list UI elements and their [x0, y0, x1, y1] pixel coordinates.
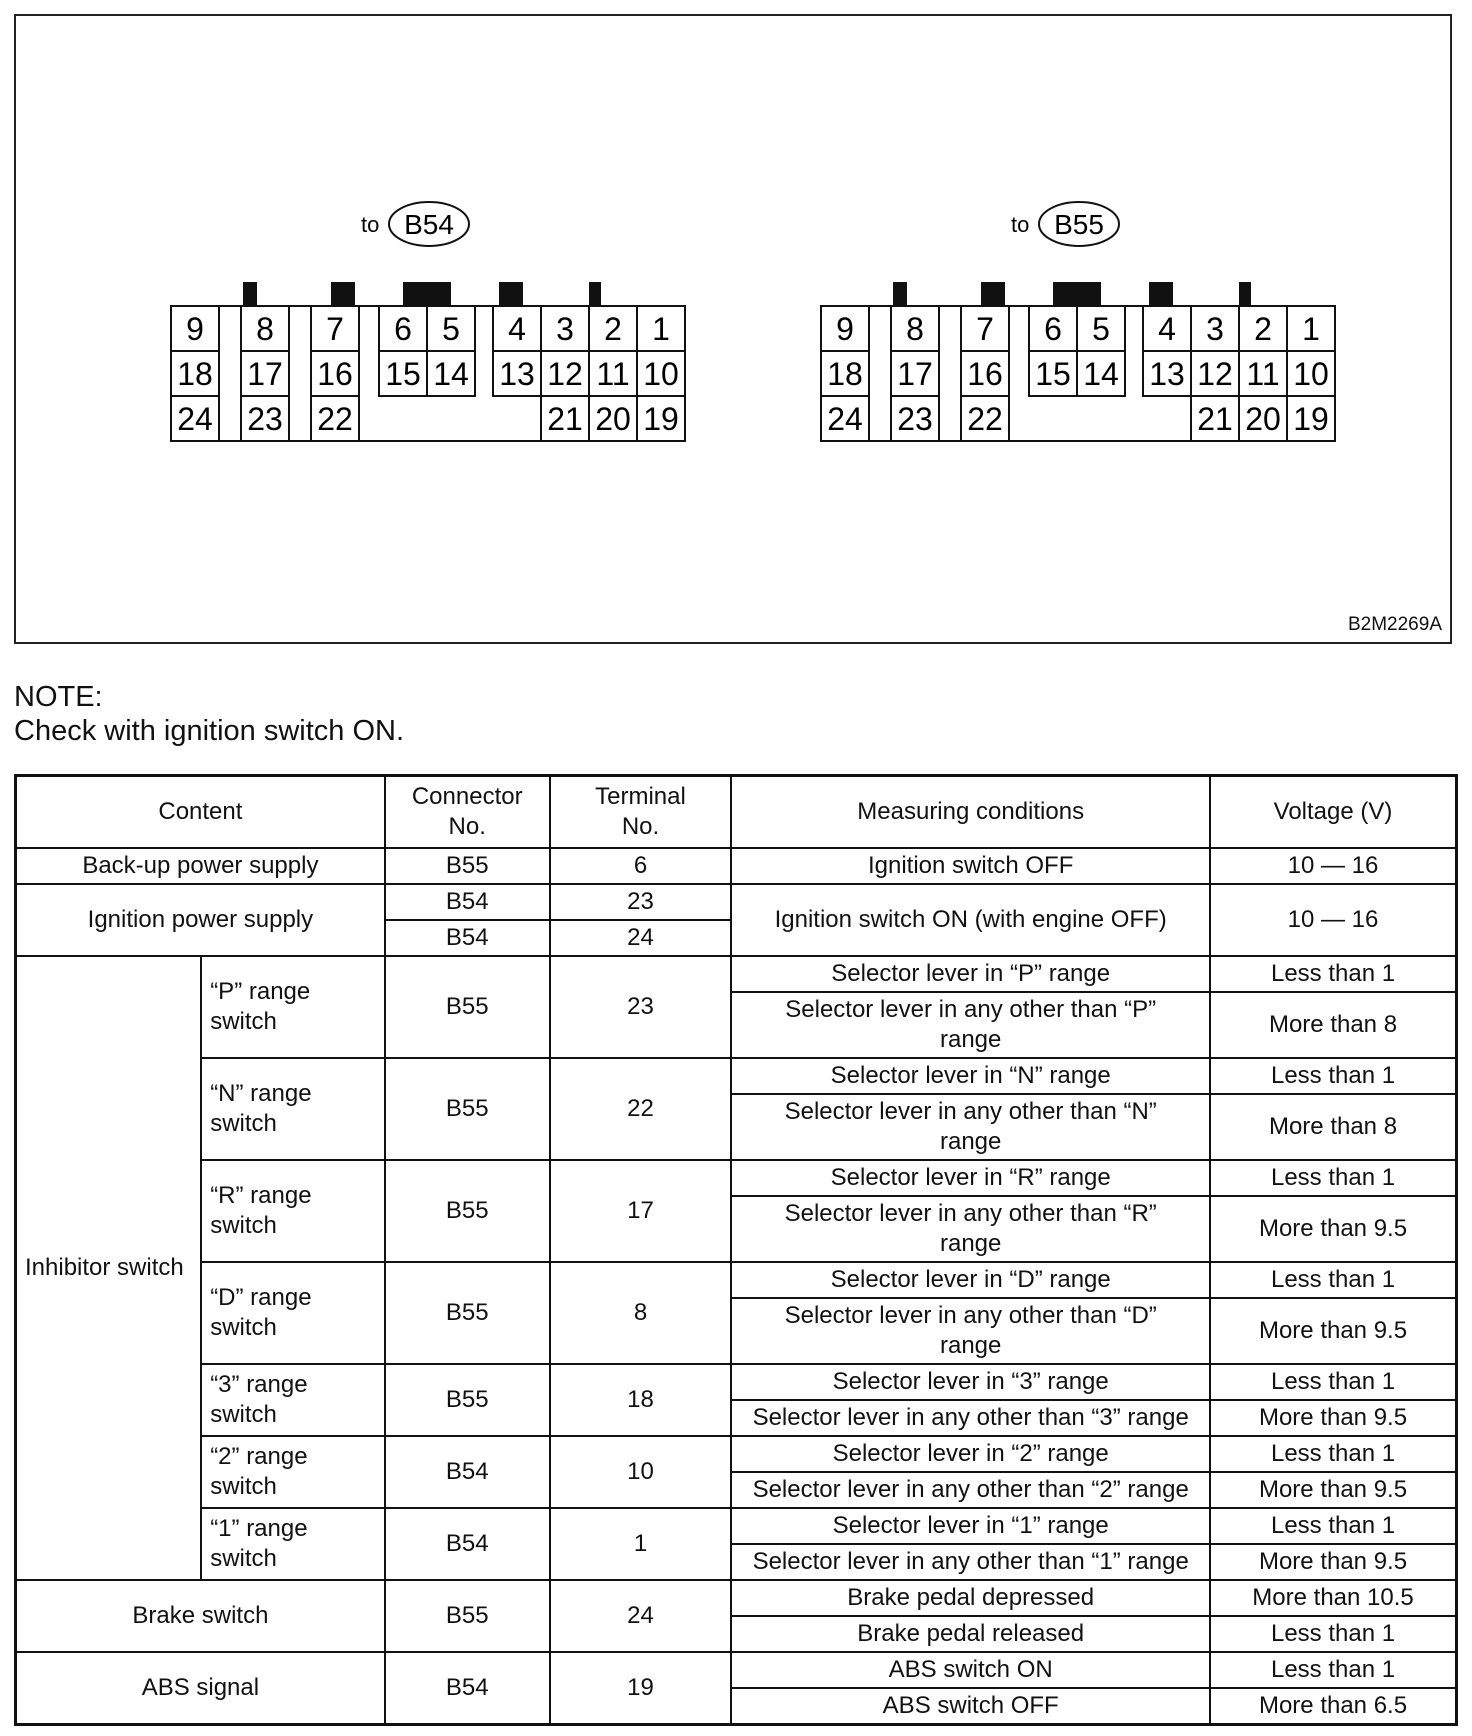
terminal-number: 19 [643, 401, 679, 437]
terminal-number: 22 [317, 401, 353, 437]
condition-cell: Selector lever in any other than “2” range [731, 1472, 1210, 1508]
voltage-cell: Less than 1 [1210, 1262, 1456, 1298]
condition-cell: Selector lever in “D” range [731, 1262, 1210, 1298]
content-cell: Ignition power supply [16, 884, 385, 956]
connector-cell: B55 [385, 1580, 550, 1652]
terminal-number: 22 [967, 401, 1003, 437]
connector-diagram-svg [16, 16, 1450, 642]
header-conditions: Measuring conditions [731, 776, 1210, 849]
condition-cell: Selector lever in “N” range [731, 1058, 1210, 1094]
terminal-number: 14 [433, 356, 469, 392]
terminal-number: 24 [827, 401, 863, 437]
locking-tab [981, 282, 1005, 306]
locking-tab [1053, 282, 1101, 306]
terminal-number: 21 [1197, 401, 1233, 437]
table-row [16, 956, 1457, 992]
connector-cell: B54 [385, 1508, 550, 1580]
condition-cell: Selector lever in “3” range [731, 1364, 1210, 1400]
terminal-cell: 19 [550, 1652, 732, 1725]
terminal-number: 2 [1254, 311, 1272, 347]
connector-name: B55 [1054, 209, 1104, 240]
header-voltage: Voltage (V) [1210, 776, 1456, 849]
table-row [16, 884, 1457, 920]
terminal-number: 7 [976, 311, 994, 347]
connector-b54 [171, 202, 685, 441]
terminal-number: 21 [547, 401, 583, 437]
voltage-cell: Less than 1 [1210, 1160, 1456, 1196]
terminal-number: 1 [652, 311, 670, 347]
terminal-number: 5 [1092, 311, 1110, 347]
connector-cell: B55 [385, 956, 550, 1058]
locking-tab [331, 282, 355, 306]
range-switch-label: “2” range switch [201, 1436, 385, 1508]
condition-cell: Selector lever in “R” range [731, 1160, 1210, 1196]
connector-diagram [14, 14, 1452, 644]
table-row [16, 1436, 1457, 1472]
connector-name: B54 [404, 209, 454, 240]
terminal-number: 23 [897, 401, 933, 437]
voltage-cell: More than 8 [1210, 1094, 1456, 1160]
terminal-number: 15 [385, 356, 421, 392]
terminal-number: 19 [1293, 401, 1329, 437]
header-content: Content [16, 776, 385, 849]
terminal-number: 13 [499, 356, 535, 392]
voltage-cell: More than 6.5 [1210, 1688, 1456, 1725]
condition-cell: ABS switch ON [731, 1652, 1210, 1688]
header-terminal: Terminal No. [550, 776, 732, 849]
range-switch-label: “R” range switch [201, 1160, 385, 1262]
locking-tab [499, 282, 523, 306]
locking-tab [403, 282, 451, 306]
condition-cell: Selector lever in “2” range [731, 1436, 1210, 1472]
terminal-number: 1 [1302, 311, 1320, 347]
voltage-cell: More than 9.5 [1210, 1544, 1456, 1580]
condition-cell: Selector lever in any other than “D” range [731, 1298, 1210, 1364]
range-switch-label: “1” range switch [201, 1508, 385, 1580]
table-row [16, 1508, 1457, 1544]
condition-cell: Selector lever in any other than “N” range [731, 1094, 1210, 1160]
range-switch-label: “D” range switch [201, 1262, 385, 1364]
condition-cell: Ignition switch OFF [731, 848, 1210, 884]
terminal-cell: 24 [550, 1580, 732, 1652]
terminal-number: 8 [906, 311, 924, 347]
terminal-number: 16 [967, 356, 1003, 392]
terminal-number: 18 [177, 356, 213, 392]
condition-cell: Selector lever in any other than “3” range [731, 1400, 1210, 1436]
content-cell: Back-up power supply [16, 848, 385, 884]
condition-cell: Brake pedal depressed [731, 1580, 1210, 1616]
terminal-number: 11 [596, 356, 630, 392]
connector-cell: B54 [385, 1652, 550, 1725]
terminal-number: 3 [556, 311, 574, 347]
voltage-cell: More than 9.5 [1210, 1298, 1456, 1364]
content-cell: ABS signal [16, 1652, 385, 1725]
connector-cell: B54 [385, 1436, 550, 1508]
header-connector: Connector No. [385, 776, 550, 849]
terminal-number: 20 [595, 401, 631, 437]
connector-cell: B55 [385, 1160, 550, 1262]
terminal-number: 20 [1245, 401, 1281, 437]
condition-cell: Selector lever in “P” range [731, 956, 1210, 992]
voltage-cell: More than 10.5 [1210, 1580, 1456, 1616]
terminal-number: 6 [394, 311, 412, 347]
terminal-number: 4 [1158, 311, 1176, 347]
terminal-number: 14 [1083, 356, 1119, 392]
condition-cell: Selector lever in “1” range [731, 1508, 1210, 1544]
locking-tab [589, 282, 601, 306]
note-title: NOTE: [14, 681, 103, 713]
terminal-cell: 24 [550, 920, 732, 956]
terminal-number: 23 [247, 401, 283, 437]
connector-cell: B55 [385, 1058, 550, 1160]
terminal-cell: 6 [550, 848, 732, 884]
range-switch-label: “P” range switch [201, 956, 385, 1058]
terminal-cell: 10 [550, 1436, 732, 1508]
table-row [16, 1058, 1457, 1094]
terminal-number: 17 [247, 356, 283, 392]
terminal-number: 11 [1246, 356, 1280, 392]
terminal-number: 17 [897, 356, 933, 392]
terminal-cell: 1 [550, 1508, 732, 1580]
range-switch-label: “N” range switch [201, 1058, 385, 1160]
voltage-cell: Less than 1 [1210, 1652, 1456, 1688]
range-switch-label: “3” range switch [201, 1364, 385, 1436]
terminal-cell: 23 [550, 956, 732, 1058]
locking-tab [893, 282, 907, 306]
terminal-number: 6 [1044, 311, 1062, 347]
voltage-cell: Less than 1 [1210, 1436, 1456, 1472]
voltage-cell: Less than 1 [1210, 956, 1456, 992]
table-row [16, 1652, 1457, 1688]
table-row [16, 1580, 1457, 1616]
terminal-number: 2 [604, 311, 622, 347]
voltage-cell: Less than 1 [1210, 1616, 1456, 1652]
connector-prefix: to [361, 212, 380, 237]
locking-tab [1149, 282, 1173, 306]
voltage-cell: More than 9.5 [1210, 1400, 1456, 1436]
terminal-number: 7 [326, 311, 344, 347]
condition-cell: Selector lever in any other than “R” range [731, 1196, 1210, 1262]
connector-cell: B55 [385, 1364, 550, 1436]
terminal-number: 10 [643, 356, 679, 392]
terminal-number: 10 [1293, 356, 1329, 392]
terminal-cell: 17 [550, 1160, 732, 1262]
connector-cell: B55 [385, 848, 550, 884]
condition-cell: Ignition switch ON (with engine OFF) [731, 884, 1210, 956]
terminal-number: 3 [1206, 311, 1224, 347]
figure-code: B2M2269A [1347, 614, 1442, 635]
note-text: Check with ignition switch ON. [14, 715, 405, 747]
voltage-cell: 10 — 16 [1210, 848, 1456, 884]
connector-cell: B55 [385, 1262, 550, 1364]
voltage-cell: 10 — 16 [1210, 884, 1456, 956]
note [14, 680, 404, 748]
connector-prefix: to [1011, 212, 1030, 237]
table-row [16, 1160, 1457, 1196]
inhibitor-switch-label: Inhibitor switch [16, 956, 202, 1580]
spec-table [14, 774, 1458, 1726]
terminal-number: 9 [836, 311, 854, 347]
table-row [16, 1364, 1457, 1400]
connector-cell: B54 [385, 920, 550, 956]
terminal-number: 24 [177, 401, 213, 437]
terminal-cell: 18 [550, 1364, 732, 1436]
table-header-row [16, 776, 1457, 849]
locking-tab [243, 282, 257, 306]
content-cell: Brake switch [16, 1580, 385, 1652]
voltage-cell: Less than 1 [1210, 1364, 1456, 1400]
condition-cell: Selector lever in any other than “P” range [731, 992, 1210, 1058]
voltage-cell: More than 9.5 [1210, 1196, 1456, 1262]
terminal-number: 12 [1197, 356, 1233, 392]
voltage-cell: More than 8 [1210, 992, 1456, 1058]
locking-tab [1239, 282, 1251, 306]
terminal-number: 18 [827, 356, 863, 392]
condition-cell: ABS switch OFF [731, 1688, 1210, 1725]
terminal-number: 15 [1035, 356, 1071, 392]
condition-cell: Selector lever in any other than “1” range [731, 1544, 1210, 1580]
terminal-number: 12 [547, 356, 583, 392]
terminal-number: 16 [317, 356, 353, 392]
table-row [16, 848, 1457, 884]
table-row [16, 1262, 1457, 1298]
voltage-cell: More than 9.5 [1210, 1472, 1456, 1508]
terminal-cell: 23 [550, 884, 732, 920]
terminal-number: 5 [442, 311, 460, 347]
condition-cell: Brake pedal released [731, 1616, 1210, 1652]
terminal-number: 9 [186, 311, 204, 347]
terminal-number: 13 [1149, 356, 1185, 392]
terminal-number: 8 [256, 311, 274, 347]
voltage-cell: Less than 1 [1210, 1508, 1456, 1544]
voltage-cell: Less than 1 [1210, 1058, 1456, 1094]
connector-b55 [821, 202, 1335, 441]
terminal-cell: 22 [550, 1058, 732, 1160]
terminal-number: 4 [508, 311, 526, 347]
connector-cell: B54 [385, 884, 550, 920]
terminal-cell: 8 [550, 1262, 732, 1364]
